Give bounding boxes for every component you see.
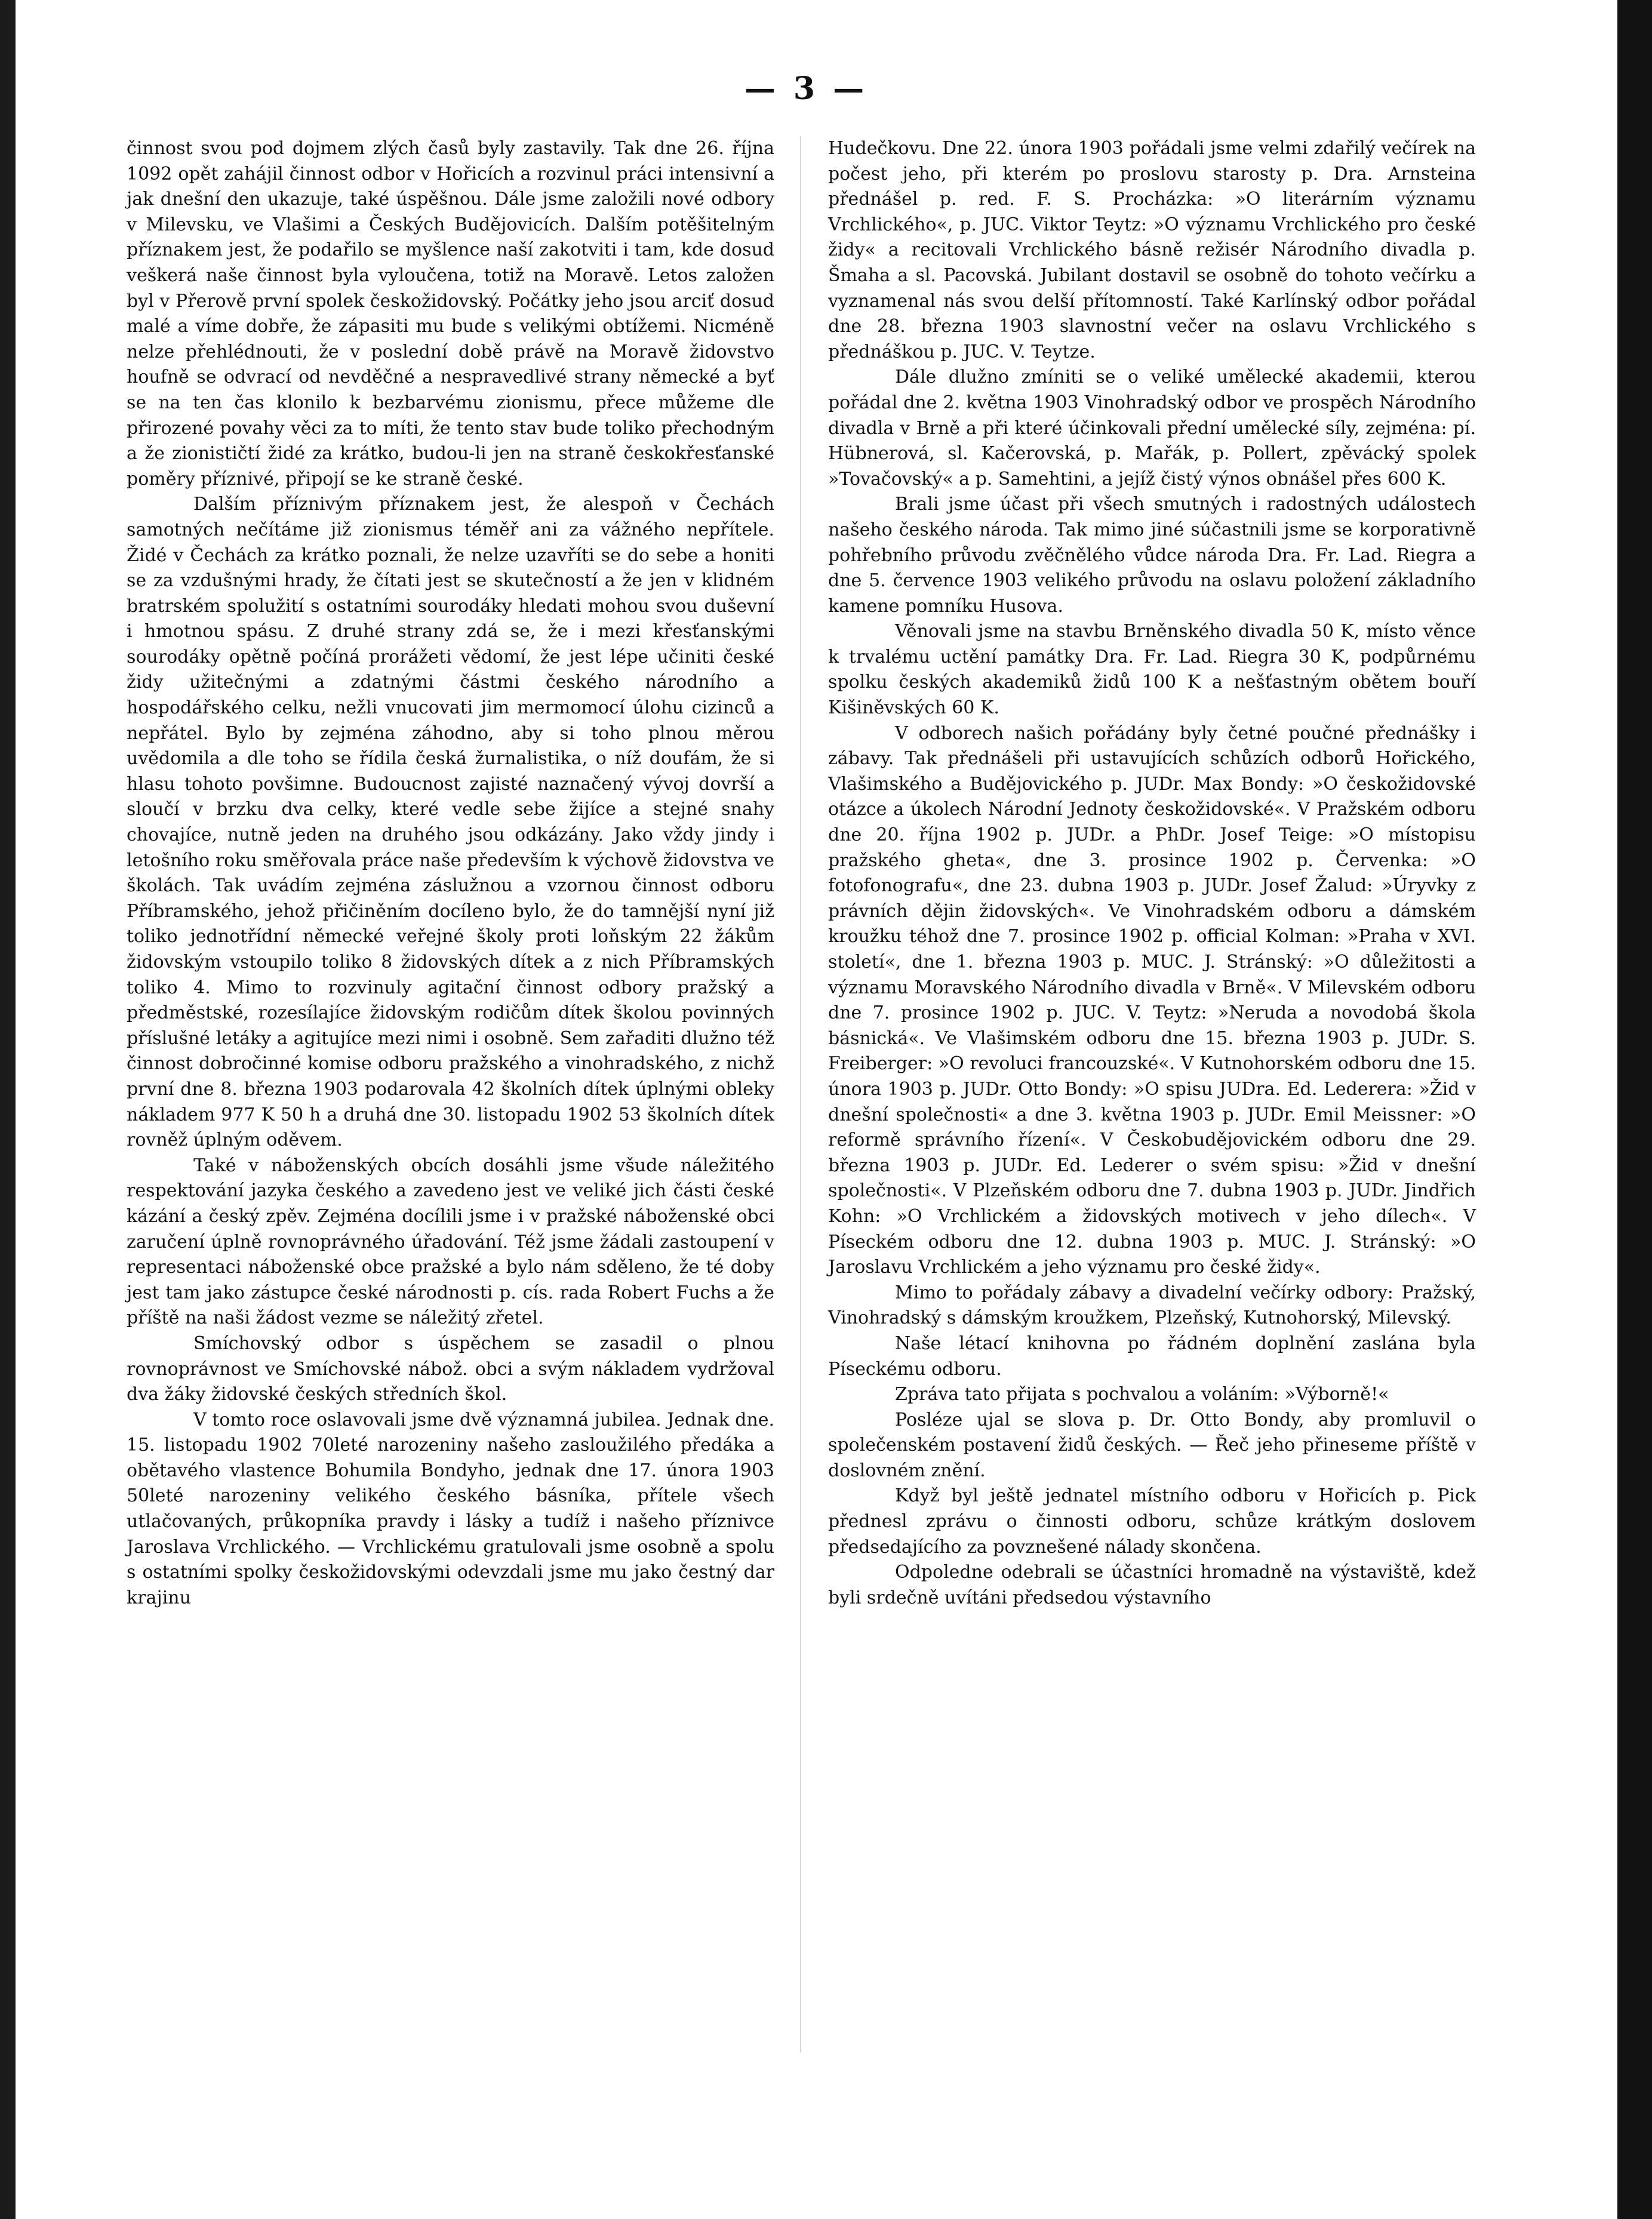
paragraph: Věnovali jsme na stavbu Brněnského divadla 50 K, místo věnce k trvalému uctění památky Dra. Fr. Lad. Riegra 30 K, podpůrnému spolku českých akademiků židů 100 K a nešťastným obětem bouří Kišiněvských 60 K.: [828, 621, 1476, 719]
paragraph: V odborech našich pořádány byly četné poučné přednášky i zábavy. Tak přednášeli při ustavujících schůzích odborů Hořického, Vlašimského a Budějovického p. JUDr. Max Bondy: »O českožidovské otázce a úkolech Národní Jednoty českožidovské«. V Pražském odboru dne 20. října 1902 p. JUDr. a PhDr. Josef Teige: »O místopisu pražského gheta«, dne 3. prosince 1902 p. Červenka: »O fotofonografu«, dne 23. dubna 1903 p. JUDr. Josef Žalud: »Úryvky z právních dějin židovských«. Ve Vinohradském odboru a dámském kroužku téhož dne 7. prosince 1902 p. official Kolman: »Praha v XVI. století«, dne 1. března 1903 p. MUC. J. Stránský: »O důležitosti a významu Moravského Národního divadla v Brně«. V Milevském odboru dne 7. prosince 1902 p. JUC. V. Teytz: »Neruda a novodobá škola básnická«. Ve Vlašimském odboru dne 15. března 1903 p. JUDr. S. Freiberger: »O revoluci francouzské«. V Kutnohorském odboru dne 15. února 1903 p. JUDr. Otto Bondy: »O spisu JUDra. Ed. Lederera: »Žid v dnešní společnosti« a dne 3. května 1903 p. JUDr. Emil Meissner: »O reformě správního řízení«. V Českobudějovickém odboru dne 29. března 1903 p. JUDr. Ed. Lederer o svém spisu: »Žid v dnešní společnosti«. V Plzeňském odboru dne 7. dubna 1903 p. JUDr. Jindřich Kohn: »O Vrchlickém a židovských motivech v jeho dílech«. V Píseckém odboru dne 12. dubna 1903 p. MUC. J. Stránský: »O Jaroslavu Vrchlickém a jeho významu pro české židy«.: [828, 722, 1476, 1278]
paragraph: Odpoledne odebrali se účastníci hromadně na výstaviště, kdež byli srdečně uvítáni předsedou výstavního: [828, 1562, 1476, 1608]
paragraph: činnost svou pod dojmem zlých časů byly zastavily. Tak dne 26. října 1092 opět zahájil činnost odbor v Hořicích a rozvinul práci intensivní a jak dnešní den ukazuje, také úspěšnou. Dále jsme založili nové odbory v Milevsku, ve Vlašimi a Českých Budějovicích. Dalším potěšitelným příznakem jest, že podařilo se myšlence naší zakotviti i tam, kde dosud veškerá naše činnost byla vyloučena, totiž na Moravě. Letos založen byl v Přerově první spolek českožidovský. Počátky jeho jsou arciť dosud malé a víme dobře, že zápasiti mu bude s velikými obtížemi. Nicméně nelze přehlédnouti, že v poslední době právě na Moravě židovstvo houfně se odvrací od nevděčné a nespravedlivé strany německé a byť se na ten čas klonilo k bezbarvému zionismu, přece můžeme dle přirozené povahy věci za to míti, že tento stav bude toliko přechodným a že zionističtí židé za krátko, budou-li jen na straně českokřesťanské poměry příznivé, připojí se ke straně české.: [127, 138, 774, 490]
scan-left-edge: [0, 0, 16, 2219]
paragraph: Smíchovský odbor s úspěchem se zasadil o plnou rovnoprávnost ve Smíchovské nábož. obci a svým nákladem vydržoval dva žáky židovské českých středních škol.: [127, 1332, 774, 1405]
paragraph: Dále dlužno zmíniti se o veliké umělecké akademii, kterou pořádal dne 2. května 1903 Vinohradský odbor ve prospěch Národního divadla v Brně a při které účinkovali přední umělecké síly, zejména: pí. Hübnerová, sl. Kačerovská, p. Mařák, p. Pollert, zpěvácký spolek »Tovačovský« a p. Samehtini, a jejíž čistý výnos obnášel přes 600 K.: [828, 367, 1476, 490]
paragraph: Naše létací knihovna po řádném doplnění zaslána byla Píseckému odboru.: [828, 1332, 1476, 1380]
left-column: [127, 136, 774, 1611]
scan-right-edge: [1617, 0, 1652, 2219]
paragraph: Posléze ujal se slova p. Dr. Otto Bondy, aby promluvil o společenském postavení židů českých. — Řeč jeho přineseme příště v doslovném znění.: [828, 1409, 1476, 1481]
paragraph: V tomto roce oslavovali jsme dvě významná jubilea. Jednak dne. 15. listopadu 1902 70leté narozeniny našeho zasloužilého předáka a obětavého vlastence Bohumila Bondyho, jednak dne 17. února 1903 50leté narozeniny velikého českého básníka, přítele všech utlačovaných, průkopníka pravdy i lásky a tudíž i našeho příznivce Jaroslava Vrchlického. — Vrchlickému gratulovali jsme osobně a spolu s ostatními spolky českožidovskými odevzdali jsme mu jako čestný dar krajinu: [127, 1409, 774, 1608]
paragraph: Mimo to pořádaly zábavy a divadelní večírky odbory: Pražský, Vinohradský s dámským kroužkem, Plzeňský, Kutnohorský, Milevský.: [828, 1282, 1476, 1329]
paragraph: Také v náboženských obcích dosáhli jsme všude náležitého respektování jazyka českého a zavedeno jest ve veliké jich části české kázání a český zpěv. Zejména docílili jsme i v pražské náboženské obci zaručení úplně rovnoprávného úřadování. Též jsme žádali zastoupení v representaci náboženské obce pražské a bylo nám sděleno, že té doby jest tam jako zástupce české národnosti p. cís. rada Robert Fuchs a že příště na naši žádost vezme se náležitý zřetel.: [127, 1155, 774, 1329]
paragraph: Když byl ještě jednatel místního odboru v Hořicích p. Pick přednesl zprávu o činnosti odboru, schůze krátkým doslovem předsedajícího za povznešené nálady skončena.: [828, 1485, 1476, 1558]
right-column: [828, 136, 1476, 1611]
paragraph: Brali jsme účast při všech smutných i radostných událostech našeho českého národa. Tak mimo jiné súčastnili jsme se korporativně pohřebního průvodu zvěčnělého vůdce národa Dra. Fr. Lad. Riegra a dne 5. července 1903 velikého průvodu na oslavu položení základního kamene pomníku Husova.: [828, 494, 1476, 617]
page-number: — 3 —: [744, 70, 868, 107]
paragraph: Zpráva tato přijata s pochvalou a voláním: »Výborně!«: [895, 1384, 1389, 1405]
paragraph: Dalším příznivým příznakem jest, že alespoň v Čechách samotných nečítáme již zionismus téměř ani za vážného nepřítele. Židé v Čechách za krátko poznali, že nelze uzavříti se do sebe a honiti se za vzdušnými hrady, že čítati jest se skutečností a že jen v klidném bratrském spolužití s ostatními sourodáky hledati mohou svou duševní i hmotnou spásu. Z druhé strany zdá se, že i mezi křesťanskými sourodáky opětně počíná prorážeti vědomí, že jest lépe učiniti české židy užitečnými a zdatnými částmi českého národního a hospodářského celku, nežli vnucovati jim mermomocí úlohu cizinců a nepřátel. Bylo by zejména záhodno, aby si toho plnou měrou uvědomila a dle toho se řídila česká žurnalistika, o níž doufám, že si hlasu tohoto povšimne. Budoucnost zajisté naznačený vývoj dovrší a sloučí v brzku dva celky, které vedle sebe žijíce a stejné snahy chovajíce, nutně jeden na druhého jsou odkázány. Jako vždy jindy i letošního roku směřovala práce naše především k výchově židovstva ve školách. Tak uvádím zejména záslužnou a vzornou činnost odboru Příbramského, jehož přičiněním docíleno bylo, že do tamnější nyní již toliko jednotřídní německé veřejné školy proti loňským 22 žákům židovským vstoupilo toliko 8 židovských dítek a z nich Příbramských toliko 4. Mimo to rozvinuly agitační činnost odbory pražský a předměstské, rozesílajíce židovským rodičům dítek školou povinných příslušné letáky a agitujíce mezi nimi i osobně. Sem zařaditi dlužno též činnost dobročinné komise odboru pražského a vinohradského, z nichž první dne 8. března 1903 podarovala 42 školních dítek úplnými obleky nákladem 977 K 50 h a druhá dne 30. listopadu 1902 53 školních dítek rovněž úplným oděvem.: [127, 494, 774, 1151]
paragraph: Hudečkovu. Dne 22. února 1903 pořádali jsme velmi zdařilý večírek na počest jeho, při kterém po proslovu starosty p. Dra. Arnsteina přednášel p. red. F. S. Procházka: »O literárním významu Vrchlického«, p. JUC. Viktor Teytz: »O významu Vrchlického pro české židy« a recitovali Vrchlického básně režisér Národního divadla p. Šmaha a sl. Pacovská. Jubilant dostavil se osobně do tohoto večírku a vyznamenal nás svou delší přítomností. Také Karlínský odbor pořádal dne 28. března 1903 slavnostní večer na oslavu Vrchlického s přednáškou p. JUC. V. Teytze.: [828, 138, 1476, 362]
column-divider: [800, 136, 801, 2052]
